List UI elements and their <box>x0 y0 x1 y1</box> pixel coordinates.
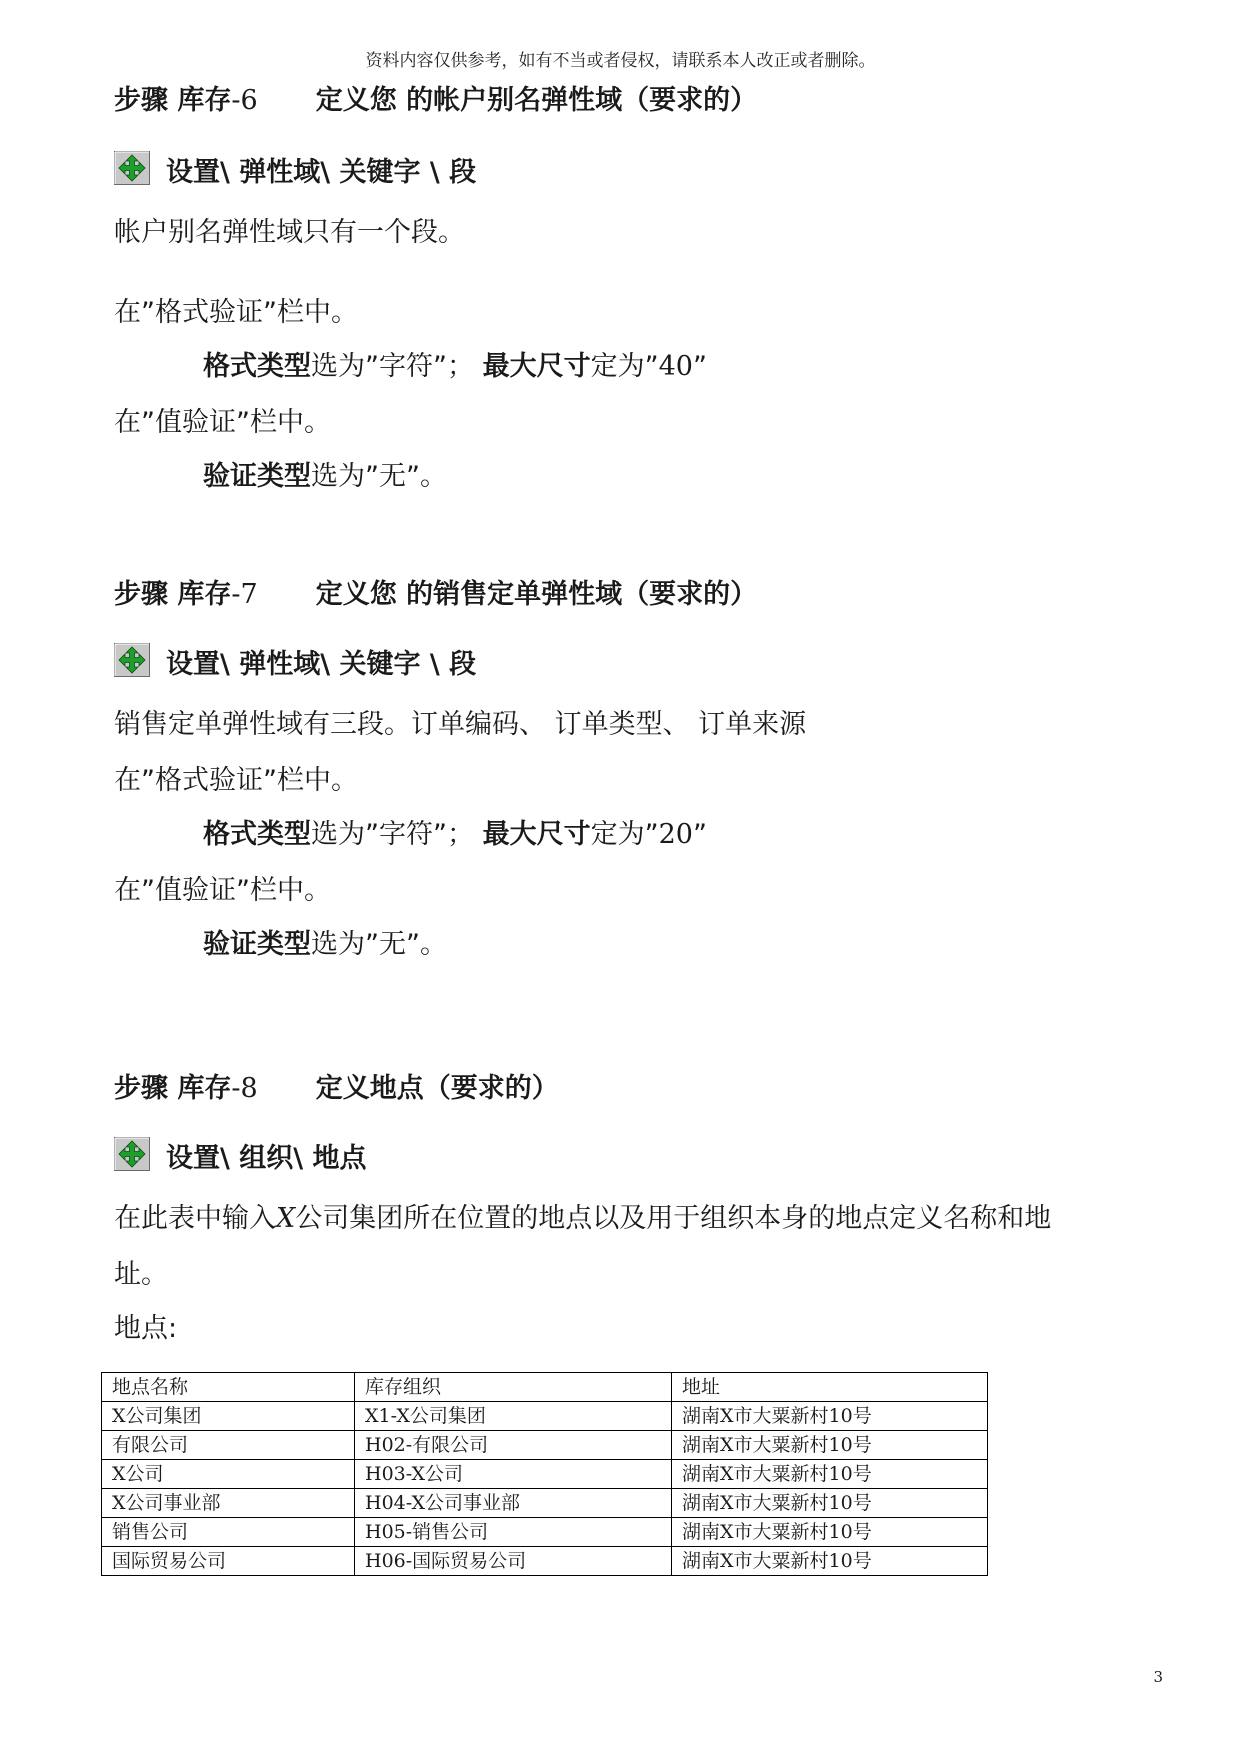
step-7-prefix: 步骤 库存 <box>114 579 232 610</box>
max-size-value: 40 <box>658 351 693 382</box>
table-row <box>102 1547 988 1576</box>
step-7-intro: 销售定单弹性域有三段。订单编码、 订单类型、 订单来源 <box>114 709 807 740</box>
step-7-value-heading: 在”值验证”栏中。 <box>114 875 331 906</box>
move-arrows-icon <box>114 643 150 684</box>
step-8-title: 定义地点（要求的） <box>315 1073 559 1104</box>
format-type-text: 选为”字符”； <box>311 819 474 850</box>
validation-type-text: 选为”无”。 <box>311 929 447 960</box>
max-size-label: 最大尺寸 <box>482 819 591 850</box>
format-type-label: 格式类型 <box>203 819 311 850</box>
step-6-format-heading: 在”格式验证”栏中。 <box>114 297 358 328</box>
table-cell: 国际贸易公司 <box>102 1547 355 1576</box>
table-cell: 销售公司 <box>102 1518 355 1547</box>
table-cell: 湖南X市大粟新村10号 <box>672 1518 988 1547</box>
validation-type-label: 验证类型 <box>203 929 311 960</box>
page-header-disclaimer: 资料内容仅供参考，如有不当或者侵权，请联系本人改正或者删除。 <box>365 51 876 71</box>
table-row <box>102 1431 988 1460</box>
step-7-title: 定义您 的销售定单弹性域（要求的） <box>315 579 758 610</box>
table-header-cell: 库存组织 <box>355 1373 672 1402</box>
step-7-validation-line <box>203 922 447 961</box>
step-6-value-heading: 在”值验证”栏中。 <box>114 407 331 438</box>
table-cell: X公司 <box>102 1460 355 1489</box>
table-cell: H03-X公司 <box>355 1460 672 1489</box>
table-cell: H02-有限公司 <box>355 1431 672 1460</box>
table-row <box>102 1518 988 1547</box>
step-8-intro-x: X <box>276 1203 296 1234</box>
step-6-nav-text: 设置\ 弹性域\ 关键字 \ 段 <box>166 157 477 188</box>
table-row <box>102 1460 988 1489</box>
table-row <box>102 1402 988 1431</box>
step-8-number: -8 <box>231 1073 258 1104</box>
move-arrows-icon <box>114 151 150 192</box>
table-cell: 湖南X市大粟新村10号 <box>672 1431 988 1460</box>
locations-label: 地点: <box>114 1313 178 1344</box>
page-number: 3 <box>1153 1668 1163 1686</box>
max-size-value: 20 <box>658 819 693 850</box>
step-7-nav-text: 设置\ 弹性域\ 关键字 \ 段 <box>166 649 477 680</box>
step-8-intro-part-b: 公司集团所在位置的地点以及用于组织本身的地点定义名称和地 <box>295 1203 1052 1234</box>
step-7-format-line <box>203 812 707 851</box>
step-6-validation-line <box>203 454 447 493</box>
step-7-heading <box>114 572 757 611</box>
step-7-number: -7 <box>231 579 258 610</box>
step-8-heading <box>114 1066 559 1105</box>
table-cell: 有限公司 <box>102 1431 355 1460</box>
step-6-nav-path <box>114 150 476 194</box>
step-8-intro-line1 <box>114 1196 1051 1235</box>
step-6-title: 定义您 的帐户别名弹性域（要求的） <box>315 85 758 116</box>
table-cell: 湖南X市大粟新村10号 <box>672 1460 988 1489</box>
max-size-suffix: ” <box>692 819 707 850</box>
step-6-prefix: 步骤 库存 <box>114 85 232 116</box>
table-header-row <box>102 1373 988 1402</box>
table-cell: X公司事业部 <box>102 1489 355 1518</box>
table-cell: H06-国际贸易公司 <box>355 1547 672 1576</box>
table-header-cell: 地点名称 <box>102 1373 355 1402</box>
validation-type-text: 选为”无”。 <box>311 461 447 492</box>
validation-type-label: 验证类型 <box>203 461 311 492</box>
max-size-prefix: 定为” <box>590 351 659 382</box>
max-size-suffix: ” <box>692 351 707 382</box>
table-cell: X1-X公司集团 <box>355 1402 672 1431</box>
table-cell: 湖南X市大粟新村10号 <box>672 1547 988 1576</box>
step-7-format-heading: 在”格式验证”栏中。 <box>114 765 358 796</box>
step-6-number: -6 <box>231 85 258 116</box>
table-cell: 湖南X市大粟新村10号 <box>672 1489 988 1518</box>
max-size-prefix: 定为” <box>590 819 659 850</box>
step-6-format-line <box>203 344 707 383</box>
step-8-intro-line2: 址。 <box>114 1259 168 1290</box>
format-type-text: 选为”字符”； <box>311 351 474 382</box>
table-cell: X公司集团 <box>102 1402 355 1431</box>
step-8-nav-text: 设置\ 组织\ 地点 <box>166 1143 367 1174</box>
step-8-intro-part-a: 在此表中输入 <box>114 1203 276 1234</box>
table-cell: H04-X公司事业部 <box>355 1489 672 1518</box>
table-cell: 湖南X市大粟新村10号 <box>672 1402 988 1431</box>
format-type-label: 格式类型 <box>203 351 311 382</box>
step-6-intro: 帐户别名弹性域只有一个段。 <box>114 217 465 248</box>
step-8-nav-path <box>114 1136 367 1180</box>
table-header-cell: 地址 <box>672 1373 988 1402</box>
table-row <box>102 1489 988 1518</box>
max-size-label: 最大尺寸 <box>482 351 591 382</box>
table-cell: H05-销售公司 <box>355 1518 672 1547</box>
step-7-nav-path <box>114 642 476 686</box>
move-arrows-icon <box>114 1137 150 1178</box>
locations-table <box>101 1372 988 1576</box>
step-6-heading <box>114 78 757 117</box>
step-8-prefix: 步骤 库存 <box>114 1073 232 1104</box>
